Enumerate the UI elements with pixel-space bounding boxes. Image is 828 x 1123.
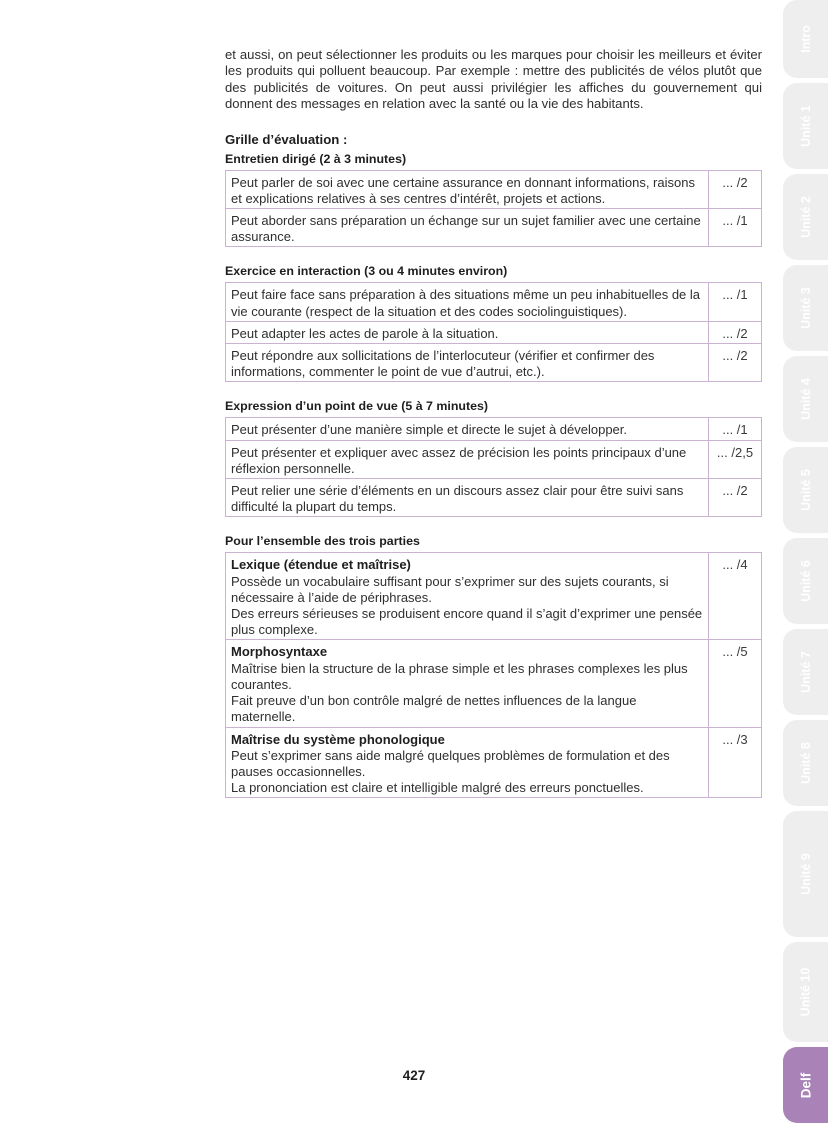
criterion-cell (226, 727, 709, 798)
criterion-text: Peut aborder sans préparation un échange sur un sujet familier avec une certaine assurance. (226, 209, 709, 247)
tab-label: Unité 1 (798, 105, 813, 147)
tab-label: Unité 6 (798, 560, 813, 602)
criterion-heading: Lexique (étendue et maîtrise) (231, 557, 411, 573)
tab-unite-8[interactable] (783, 720, 828, 806)
criterion-score: ... /2,5 (709, 440, 762, 478)
criterion-line: Des erreurs sérieuses se produisent encore quand il s’agit d’exprimer une pensée plus complexe. (231, 606, 703, 638)
criterion-line: Fait preuve d’un bon contrôle malgré de nettes influences de la langue maternelle. (231, 693, 637, 725)
section-title-interaction: Exercice en interaction (3 ou 4 minutes environ) (225, 264, 508, 279)
criterion-text: Peut adapter les actes de parole à la situation. (226, 321, 709, 343)
criterion-line: Maîtrise bien la structure de la phrase simple et les phrases complexes les plus courantes. (231, 660, 688, 692)
tab-unite-10[interactable] (783, 942, 828, 1042)
tab-label: Unité 2 (798, 196, 813, 238)
criterion-text: Peut présenter d’une manière simple et directe le sujet à développer. (226, 418, 709, 440)
table-interaction (225, 282, 762, 382)
tab-unite-6[interactable] (783, 538, 828, 624)
section-title-ensemble: Pour l’ensemble des trois parties (225, 534, 420, 549)
criterion-text: Peut relier une série d’éléments en un discours assez clair pour être suivi sans difficulté la plupart du temps. (226, 479, 709, 517)
table-row (226, 344, 762, 382)
criterion-cell (226, 640, 709, 727)
page-content (225, 47, 762, 798)
table-row (226, 418, 762, 440)
criterion-heading: Morphosyntaxe (231, 644, 328, 660)
tab-unite-9[interactable] (783, 811, 828, 937)
table-row (226, 640, 762, 727)
criterion-score: ... /2 (709, 479, 762, 517)
table-ensemble (225, 552, 762, 798)
criterion-score: ... /3 (709, 727, 762, 798)
tab-unite-2[interactable] (783, 174, 828, 260)
criterion-text: Peut présenter et expliquer avec assez de précision les points principaux d’une réflexion personnelle. (226, 440, 709, 478)
criterion-text: Peut parler de soi avec une certaine assurance en donnant informations, raisons et explications relatives à ses centres d’intérêt, projets et actions. (226, 170, 709, 208)
criterion-score: ... /2 (709, 321, 762, 343)
table-row (226, 283, 762, 321)
tab-label: Unité 7 (798, 651, 813, 693)
criterion-score: ... /1 (709, 418, 762, 440)
section-title-entretien: Entretien dirigé (2 à 3 minutes) (225, 151, 407, 166)
tab-intro[interactable] (783, 0, 828, 78)
tab-label: Unité 5 (798, 469, 813, 511)
tab-label: Unité 8 (798, 742, 813, 784)
tab-unite-1[interactable] (783, 83, 828, 169)
tab-label: Unité 3 (798, 287, 813, 329)
criterion-heading: Maîtrise du système phonologique (231, 731, 445, 747)
tab-unite-4[interactable] (783, 356, 828, 442)
tab-label: Delf (797, 1072, 813, 1098)
tab-unite-7[interactable] (783, 629, 828, 715)
table-entretien (225, 170, 762, 248)
criterion-line: Possède un vocabulaire suffisant pour s’exprimer sur des sujets courants, si nécessaire à l’aide de périphrases. (231, 573, 669, 605)
table-row (226, 440, 762, 478)
criterion-score: ... /2 (709, 170, 762, 208)
tab-delf[interactable] (783, 1047, 828, 1123)
criterion-score: ... /5 (709, 640, 762, 727)
side-tab-bar (783, 0, 828, 1123)
table-point-de-vue (225, 417, 762, 517)
tab-label: Unité 4 (798, 378, 813, 420)
tab-label: Unité 9 (798, 853, 813, 895)
criterion-text: Peut faire face sans préparation à des situations même un peu inhabituelles de la vie courante (respect de la situation et des codes sociolinguistiques). (226, 283, 709, 321)
criterion-line: Peut s’exprimer sans aide malgré quelques problèmes de formulation et des pauses occasionnelles. (231, 747, 670, 779)
tab-unite-5[interactable] (783, 447, 828, 533)
criterion-score: ... /1 (709, 209, 762, 247)
table-row (226, 170, 762, 208)
criterion-text: Peut répondre aux sollicitations de l’interlocuteur (vérifier et confirmer des informations, commenter le point de vue d’autrui, etc.). (226, 344, 709, 382)
tab-unite-3[interactable] (783, 265, 828, 351)
table-row (226, 321, 762, 343)
section-title-point-de-vue: Expression d’un point de vue (5 à 7 minutes) (225, 399, 489, 414)
page-number: 427 (402, 1068, 426, 1083)
tab-label: Unité 10 (798, 967, 813, 1017)
criterion-cell (226, 553, 709, 640)
criterion-line: La prononciation est claire et intelligible malgré des erreurs ponctuelles. (231, 780, 644, 796)
evaluation-grid-title: Grille d’évaluation : (225, 131, 348, 147)
criterion-score: ... /4 (709, 553, 762, 640)
intro-paragraph: et aussi, on peut sélectionner les produits ou les marques pour choisir les meilleurs et éviter les produits qui polluent beaucoup. Par exemple : mettre des publicités de vélos plutôt que des publicités de voitures. On peut aussi privilégier les affiches du gouvernement qui donnent des messages en relation avec la santé ou la vie des habitants. (225, 47, 762, 112)
criterion-score: ... /1 (709, 283, 762, 321)
tab-label: Intro (798, 25, 813, 53)
table-row (226, 727, 762, 798)
table-row (226, 209, 762, 247)
table-row (226, 553, 762, 640)
criterion-score: ... /2 (709, 344, 762, 382)
table-row (226, 479, 762, 517)
